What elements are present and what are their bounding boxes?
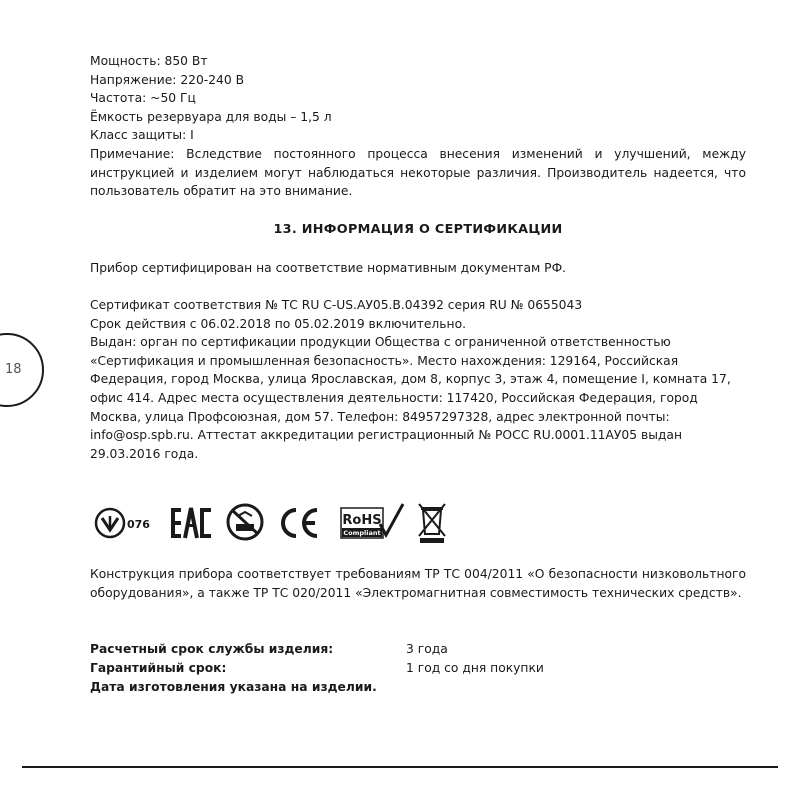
rst-number: 076 — [127, 518, 150, 531]
note-paragraph: Примечание: Вследствие постоянного процесса внесения изменений и улучшений, между инструкцией и изделием могут наблюдаться некоторые различия. Производитель надеется, что пользователь обратит на это внимание. — [90, 146, 746, 199]
spec-voltage: Напряжение: 220-240 В — [90, 72, 245, 87]
warranty-value: 1 год со дня покупки — [406, 661, 544, 675]
spec-power: Мощность: 850 Вт — [90, 54, 208, 68]
spec-protection-class: Класс защиты: I — [90, 128, 194, 143]
section-title: 13. ИНФОРМАЦИЯ О СЕРТИФИКАЦИИ — [273, 221, 563, 237]
service-life-value: 3 года — [406, 642, 448, 656]
weee-bin-icon — [417, 500, 447, 544]
service-life-row — [90, 640, 746, 659]
page-number: 18 — [5, 362, 22, 377]
bottom-rule — [22, 766, 778, 768]
certificate-issuer: Выдан: орган по сертификации продукции Общества с ограниченной ответственностью «Сертификация и промышленная безопасность». Место нахождения: 129164, Российская Федерация, город Москва, улица Ярославская, дом 8, корпус 3, этаж 4, помещение I, комната 17, офис 414. Адрес места осуществления деятельности: 117420, Российская Федерация, город Москва, улица Профсоюзная, дом 57. Телефон: 84957297328, адрес электронной почты: info@osp.spb.ru. Аттестат аккредитации регистрационный № РОСС RU.0001.11АУ05 выдан 29.03.2016 года. — [90, 335, 731, 461]
rohs-title: RoHS — [342, 513, 382, 528]
service-life-label: Расчетный срок службы изделия: — [90, 642, 334, 656]
spacer — [90, 278, 746, 296]
warranty-row — [90, 659, 746, 678]
certification-marks — [93, 498, 453, 548]
warranty-label: Гарантийный срок: — [90, 661, 227, 675]
conformity-statement: Конструкция прибора соответствует требованиям ТР ТС 004/2011 «О безопасности низковольтного оборудования», а также ТР ТС 020/2011 «Электромагнитная совместимость технических средств». — [90, 567, 746, 600]
ce-mark-icon — [277, 506, 321, 540]
certificate-number: Сертификат соответствия № ТС RU C-US.АУ05.В.04392 серия RU № 0655043 — [90, 297, 583, 312]
terms-block — [90, 640, 746, 697]
food-safety-icon — [223, 502, 267, 542]
document-body — [90, 52, 746, 463]
eac-mark-icon — [169, 506, 215, 540]
rst-mark-icon — [93, 506, 159, 540]
manufacture-date-note: Дата изготовления указана на изделии. — [90, 680, 377, 694]
spec-frequency: Частота: ~50 Гц — [90, 91, 196, 106]
spec-capacity: Ёмкость резервуара для воды – 1,5 л — [90, 109, 332, 124]
certified-statement: Прибор сертифицирован на соответствие нормативным документам РФ. — [90, 261, 567, 276]
rohs-sub: Compliant — [343, 529, 381, 537]
rohs-compliant-icon — [340, 502, 406, 544]
certificate-validity: Срок действия с 06.02.2018 по 05.02.2019 включительно. — [90, 316, 467, 331]
